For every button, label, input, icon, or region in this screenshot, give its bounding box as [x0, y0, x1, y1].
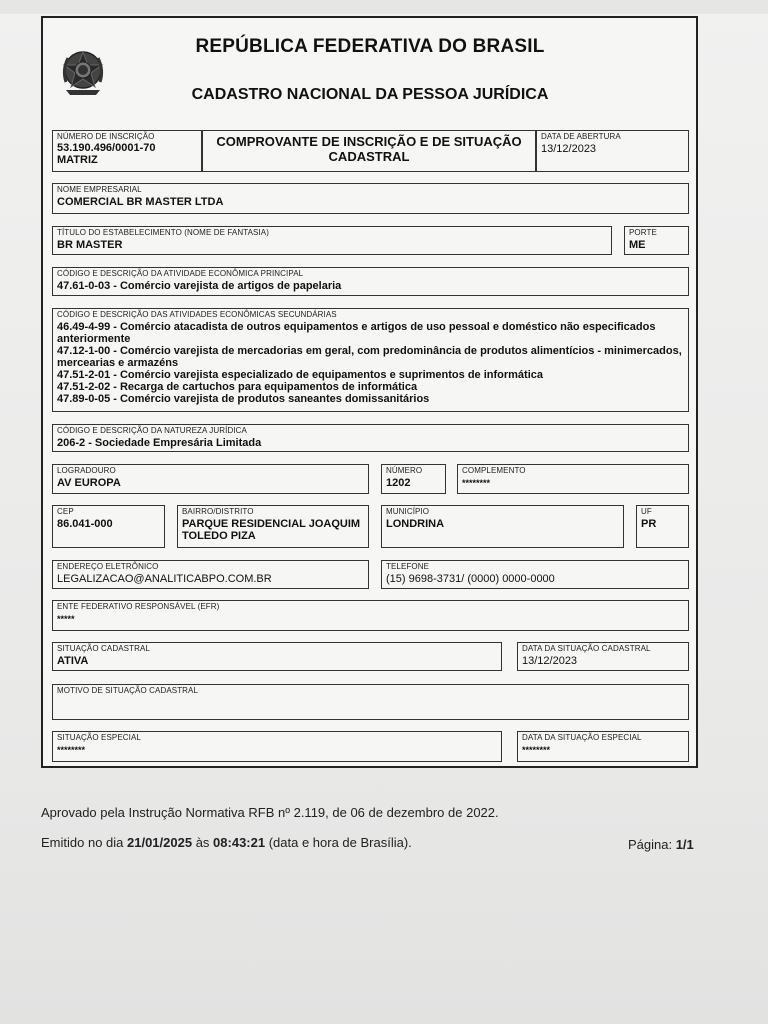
pagina-text — [628, 837, 694, 852]
email-value: LEGALIZACAO@ANALITICABPO.COM.BR — [57, 573, 272, 585]
situacao-especial-label: SITUAÇÃO ESPECIAL — [57, 733, 141, 742]
emitido-prefix: Emitido no dia — [41, 835, 127, 850]
efr-box — [52, 600, 689, 631]
data-situacao-value: 13/12/2023 — [522, 655, 578, 667]
inscricao-box — [52, 130, 202, 172]
cep-box — [52, 505, 165, 548]
nome-empresarial-box — [52, 183, 689, 214]
municipio-box — [381, 505, 624, 548]
cep-value: 86.041-000 — [57, 518, 113, 530]
nome-empresarial-label: NOME EMPRESARIAL — [57, 185, 142, 194]
aprovado-text: Aprovado pela Instrução Normativa RFB nº 2.119, de 06 de dezembro de 2022. — [41, 805, 499, 820]
complemento-label: COMPLEMENTO — [462, 466, 526, 475]
numero-value: 1202 — [386, 477, 411, 489]
porte-box — [624, 226, 689, 255]
cep-label: CEP — [57, 507, 74, 516]
porte-label: PORTE — [629, 228, 657, 237]
situacao-value: ATIVA — [57, 655, 89, 667]
logradouro-label: LOGRADOURO — [57, 466, 116, 475]
email-box — [52, 560, 369, 589]
uf-value: PR — [641, 518, 657, 530]
complemento-value: ******** — [462, 478, 491, 488]
pagina-label: Página: — [628, 837, 676, 852]
abertura-label: DATA DE ABERTURA — [541, 132, 621, 141]
logradouro-value: AV EUROPA — [57, 477, 121, 489]
numero-box — [381, 464, 446, 494]
motivo-label: MOTIVO DE SITUAÇÃO CADASTRAL — [57, 686, 199, 695]
atividade-secundaria-line: mercearias e armazéns — [57, 357, 179, 369]
atividades-secundarias-box — [52, 308, 689, 412]
fantasia-label: TÍTULO DO ESTABELECIMENTO (NOME DE FANTASIA) — [57, 228, 269, 237]
page-top-edge — [0, 0, 768, 14]
data-situacao-label: DATA DA SITUAÇÃO CADASTRAL — [522, 644, 651, 653]
municipio-label: MUNICÍPIO — [386, 507, 430, 516]
emitido-mid: às — [192, 835, 214, 850]
telefone-box — [381, 560, 689, 589]
comprovante-title-box — [202, 130, 536, 172]
efr-value: ***** — [57, 614, 75, 624]
data-situacao-especial-box — [517, 731, 689, 762]
bairro-box — [177, 505, 369, 548]
abertura-value: 13/12/2023 — [541, 143, 597, 155]
atividade-secundaria-line: 47.89-0-05 - Comércio varejista de produtos saneantes domissanitários — [57, 393, 430, 405]
numero-label: NÚMERO — [386, 466, 423, 475]
bairro-label: BAIRRO/DISTRITO — [182, 507, 254, 516]
municipio-value: LONDRINA — [386, 518, 445, 530]
complemento-box — [457, 464, 689, 494]
situacao-especial-value: ******** — [57, 745, 86, 755]
natureza-box — [52, 424, 689, 452]
logradouro-box — [52, 464, 369, 494]
emitido-suffix: (data e hora de Brasília). — [265, 835, 412, 850]
situacao-especial-box — [52, 731, 502, 762]
brazil-coat-of-arms-icon — [58, 46, 108, 98]
data-situacao-box — [517, 642, 689, 671]
atividade-secundaria-line: 47.51-2-02 - Recarga de cartuchos para equipamentos de informática — [57, 381, 418, 393]
data-situacao-especial-label: DATA DA SITUAÇÃO ESPECIAL — [522, 733, 642, 742]
telefone-label: TELEFONE — [386, 562, 430, 571]
efr-label: ENTE FEDERATIVO RESPONSÁVEL (EFR) — [57, 602, 220, 611]
situacao-box — [52, 642, 502, 671]
situacao-label: SITUAÇÃO CADASTRAL — [57, 644, 150, 653]
motivo-box — [52, 684, 689, 720]
document-title: REPÚBLICA FEDERATIVA DO BRASIL — [195, 36, 545, 57]
atividade-principal-value: 47.61-0-03 - Comércio varejista de artigos de papelaria — [57, 280, 342, 292]
uf-box — [636, 505, 689, 548]
atividade-secundaria-line: anteriormente — [57, 333, 131, 345]
comprovante-title-line2: CADASTRAL — [328, 149, 410, 164]
emitido-hora: 08:43:21 — [213, 835, 266, 850]
emitido-data: 21/01/2025 — [127, 835, 193, 850]
document-subtitle: CADASTRO NACIONAL DA PESSOA JURÍDICA — [191, 86, 549, 103]
atividade-principal-label: CÓDIGO E DESCRIÇÃO DA ATIVIDADE ECONÔMICA PRINCIPAL — [57, 269, 304, 278]
atividade-secundaria-line: 47.51-2-01 - Comércio varejista especializado de equipamentos e suprimentos de informática — [57, 369, 544, 381]
inscricao-tipo: MATRIZ — [57, 154, 98, 166]
uf-label: UF — [641, 507, 652, 516]
atividades-secundarias-label: CÓDIGO E DESCRIÇÃO DAS ATIVIDADES ECONÔMICAS SECUNDÁRIAS — [57, 310, 337, 319]
fantasia-value: BR MASTER — [57, 239, 123, 251]
bairro-line2: TOLEDO PIZA — [182, 530, 256, 542]
pagina-value: 1/1 — [675, 837, 694, 852]
email-label: ENDEREÇO ELETRÔNICO — [57, 562, 159, 571]
atividade-secundaria-line: 47.12-1-00 - Comércio varejista de mercadorias em geral, com predominância de produtos alimentícios - minimercados, — [57, 345, 682, 357]
data-situacao-especial-value: ******** — [522, 745, 551, 755]
inscricao-label: NÚMERO DE INSCRIÇÃO — [57, 132, 155, 141]
bairro-line1: PARQUE RESIDENCIAL JOAQUIM — [182, 518, 361, 530]
fantasia-box — [52, 226, 612, 255]
nome-empresarial-value: COMERCIAL BR MASTER LTDA — [57, 196, 224, 208]
natureza-value: 206-2 - Sociedade Empresária Limitada — [57, 437, 262, 449]
telefone-value: (15) 9698-3731/ (0000) 0000-0000 — [386, 573, 555, 585]
atividade-principal-box — [52, 267, 689, 296]
emitido-text — [41, 835, 412, 850]
atividade-secundaria-line: 46.49-4-99 - Comércio atacadista de outros equipamentos e artigos de uso pessoal e doméstico não especificados — [57, 321, 656, 333]
inscricao-numero: 53.190.496/0001-70 — [57, 142, 156, 154]
comprovante-title-line1: COMPROVANTE DE INSCRIÇÃO E DE SITUAÇÃO — [216, 134, 522, 149]
porte-value: ME — [629, 239, 646, 251]
abertura-box — [536, 130, 689, 172]
natureza-label: CÓDIGO E DESCRIÇÃO DA NATUREZA JURÍDICA — [57, 426, 247, 435]
